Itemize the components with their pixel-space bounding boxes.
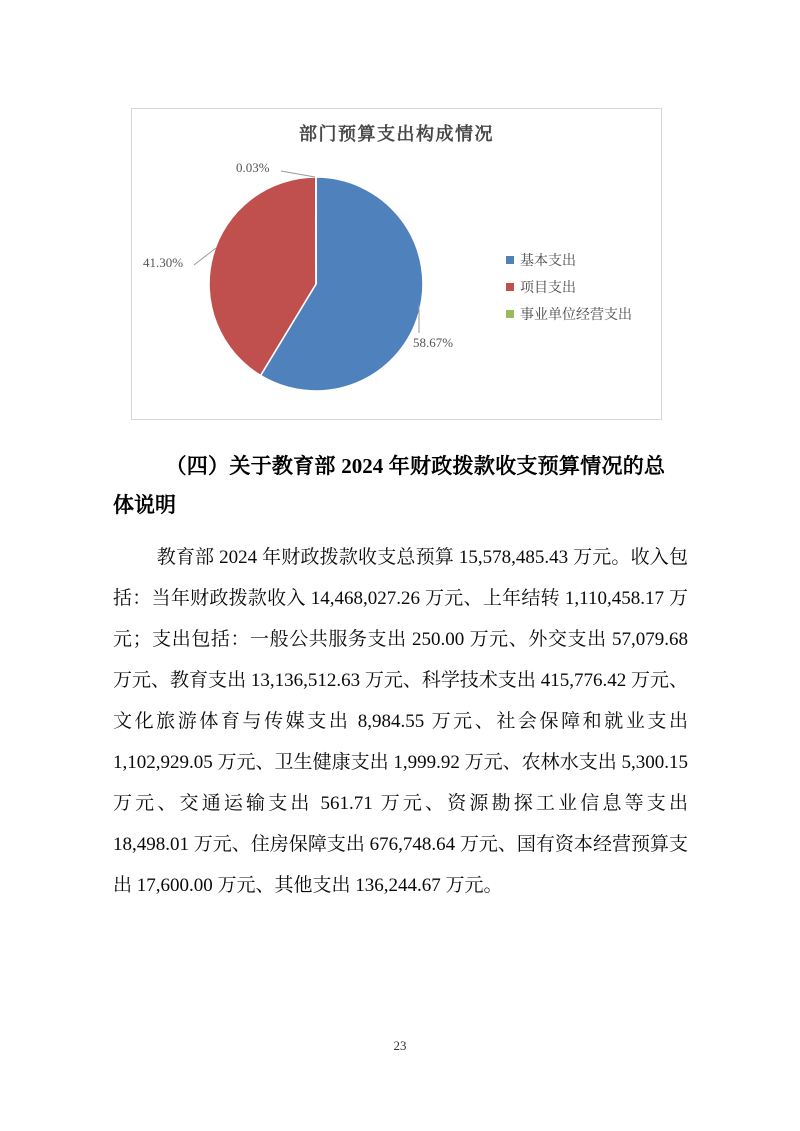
- legend-label-basic-expense: 基本支出: [520, 253, 576, 269]
- leader-line-business-expense: [281, 171, 315, 177]
- legend-swatch-basic-expense: [506, 256, 514, 264]
- data-label-project-expense: 41.30%: [143, 255, 184, 270]
- legend-label-project-expense: 项目支出: [520, 280, 576, 296]
- pie-chart-frame: [131, 108, 662, 420]
- chart-title: 部门预算支出构成情况: [299, 124, 494, 144]
- legend-label-business-expense: 事业单位经营支出: [520, 307, 632, 323]
- page-number: 23: [393, 1038, 407, 1053]
- legend-item-basic-expense: [506, 246, 632, 273]
- body-paragraph: 教育部 2024 年财政拨款收支总预算 15,578,485.43 万元。收入包括：当年财政拨款收入 14,468,027.26 万元、上年结转 1,110,458.17 万元；支出包括：一般公共服务支出 250.00 万元、外交支出 57,079.68 万元、教育支出 13,136,512.63 万元、科学技术支出 415,776.42 万元、文化旅游体育与传媒支出 8,984.55 万元、社会保障和就业支出 1,102,929.05 万元、卫生健康支出 1,999.92 万元、农林水支出 5,300.15 万元、交通运输支出 561.71 万元、资源勘探工业信息等支出 18,498.01 万元、住房保障支出 676,748.64 万元、国有资本经营预算支出 17,600.00 万元、其他支出 136,244.67 万元。: [113, 547, 688, 896]
- pie-slices: [209, 177, 423, 391]
- legend-swatch-project-expense: [506, 283, 514, 291]
- data-label-business-expense: 0.03%: [236, 160, 270, 175]
- legend-item-business-expense: [506, 300, 632, 327]
- data-label-basic-expense: 58.67%: [413, 335, 454, 350]
- chart-legend: [506, 246, 632, 327]
- legend-item-project-expense: [506, 273, 632, 300]
- section-heading: （四）关于教育部 2024 年财政拨款收支预算情况的总体说明: [113, 454, 665, 517]
- legend-swatch-business-expense: [506, 310, 514, 318]
